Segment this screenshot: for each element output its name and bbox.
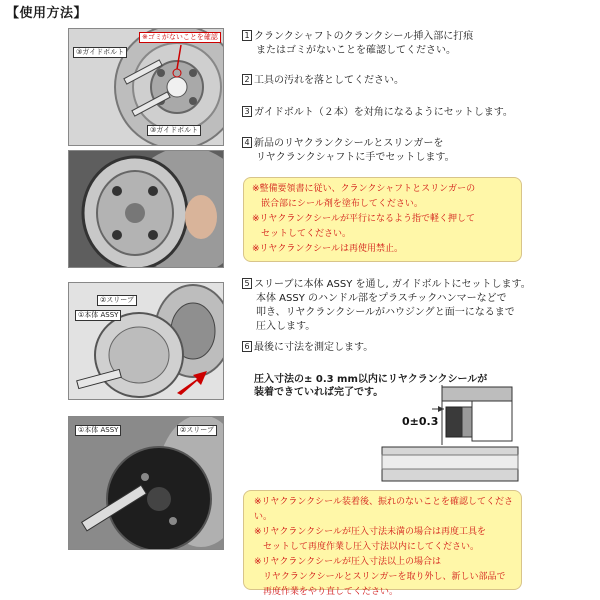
note-line: ※リヤクランクシールが平行になるよう指で軽く押して [252,214,476,224]
photo-seal-set [68,150,224,268]
note-line: ※リヤクランクシールが圧入寸法未満の場合は再度工具を [254,527,487,537]
step-text: リヤクランクシャフトに手でセットします。 [256,152,455,163]
label-guide-bolt-bottom: ③ガイドボルト [147,125,201,136]
step-text: 工具の汚れを落としてください。 [254,75,404,86]
step-number: 3 [242,106,252,117]
label-no-debris: ※ゴミがないことを確認 [139,32,221,43]
step-number: 6 [242,341,252,352]
note-line: ※リヤクランクシール装着後、振れのないことを確認してください。 [254,497,514,522]
note-line: セットして再度作業し圧入寸法以内にしてください。 [254,542,480,552]
caution-note-seal-set [243,177,522,262]
step-number: 2 [242,74,252,85]
step-text: 本体 ASSY のハンドル部をプラスチックハンマーなどで [256,293,507,304]
seal-set-illustration [69,151,224,268]
press-tool-illustration [69,283,224,400]
photo-guide-bolts [68,28,224,146]
step-1 [242,30,473,58]
step-text: クランクシャフトのクランクシール挿入部に打痕 [254,31,474,42]
step-4 [242,137,455,165]
step-text: 最後に寸法を測定します。 [254,342,374,353]
note-line: セットしてください。 [252,229,352,239]
step-text: 叩き、リヤクランクシールがハウジングと面一になるまで [256,307,515,318]
step-text: ガイドボルト（２本）を対角になるようにセットします。 [254,107,513,118]
photo-tool-installed [68,416,224,550]
note-line: 嵌合部にシール剤を塗布してください。 [252,199,423,209]
label-body-assy: ①本体 ASSY [75,425,121,436]
caption-line: 圧入寸法の± 0.3 mm以内にリヤクランクシールが [254,374,488,385]
caption-line: 装着できていれば完了です。 [254,387,384,398]
page-title: 【使用方法】 [6,6,88,21]
step-text: 圧入します。 [256,321,316,332]
seal-cross-section-diagram [380,385,520,485]
label-sleeve: ②スリーブ [177,425,217,436]
label-sleeve: ②スリーブ [97,295,137,306]
installed-tool-illustration [69,417,224,550]
note-line: 再度作業をやり直してください。 [254,587,399,597]
step-2 [242,74,404,88]
note-line: ※整備要領書に従い、クランクシャフトとスリンガーの [252,184,476,194]
step-3 [242,106,513,120]
step-6 [242,341,373,355]
step-5 [242,278,531,334]
step-text: 新品のリヤクランクシールとスリンガーを [254,138,444,149]
photo-press-in [68,282,224,400]
step-text: またはゴミがないことを確認してください。 [256,45,456,56]
note-line: ※リヤクランクシールが圧入寸法以上の場合は [254,557,442,567]
step-number: 1 [242,30,252,41]
note-line: ※リヤクランクシールは再使用禁止。 [252,244,404,254]
label-guide-bolt-top: ③ガイドボルト [73,47,127,58]
step-number: 4 [242,137,252,148]
label-body-assy: ①本体 ASSY [75,310,121,321]
step-text: スリーブに本体 ASSY を通し, ガイドボルトにセットします。 [254,279,531,290]
dimension-label: 0±0.3 [402,415,439,428]
step-number: 5 [242,278,252,289]
cross-section-drawing [380,385,520,485]
caution-note-after-install [243,490,522,597]
note-line: リヤクランクシールとスリンガーを取り外し、新しい部品で [254,572,506,582]
